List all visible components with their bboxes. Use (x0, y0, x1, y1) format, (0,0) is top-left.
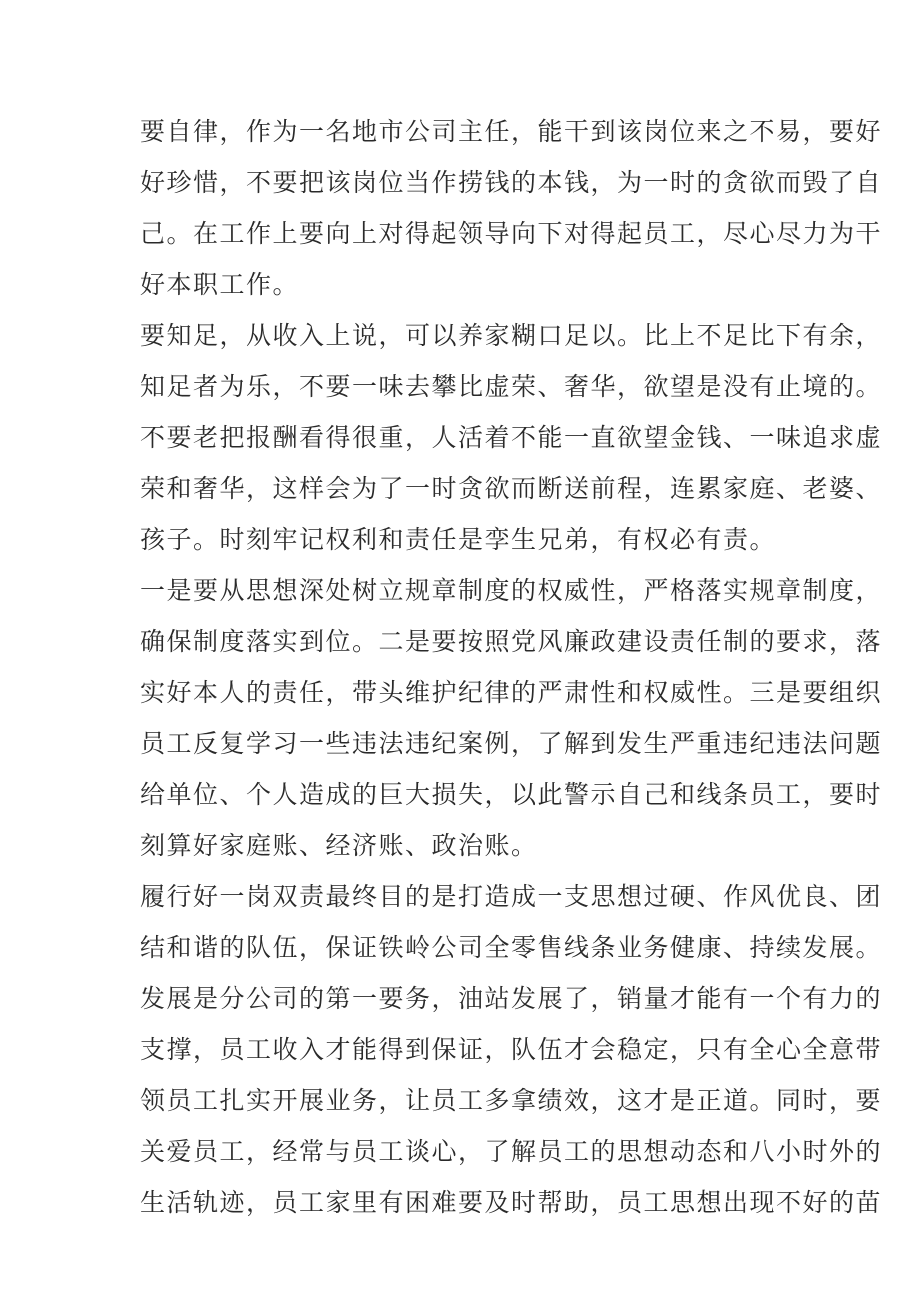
paragraph-dual-responsibility (140, 871, 883, 1228)
text-line: 荣和奢华，这样会为了一时贪欲而断送前程，连累家庭、老婆、 (140, 474, 883, 503)
text-line: 给单位、个人造成的巨大损失，以此警示自己和线条员工，要时 (140, 780, 883, 809)
text-line: 确保制度落实到位。二是要按照党风廉政建设责任制的要求，落 (140, 627, 883, 656)
text-line: 好珍惜，不要把该岗位当作捞钱的本钱，为一时的贪欲而毁了自 (140, 168, 883, 197)
text-line: 员工反复学习一些违法违纪案例，了解到发生严重违纪违法问题 (140, 729, 883, 758)
paragraph-contentment (140, 310, 883, 565)
text-line: 知足者为乐，不要一味去攀比虚荣、奢华，欲望是没有止境的。 (140, 372, 883, 401)
text-line: 领员工扎实开展业务，让员工多拿绩效，这才是正道。同时，要 (140, 1086, 883, 1115)
text-line: 己。在工作上要向上对得起领导向下对得起员工，尽心尽力为干 (140, 219, 883, 248)
text-line: 要知足，从收入上说，可以养家糊口足以。比上不足比下有余， (140, 321, 883, 350)
paragraph-rules-authority (140, 565, 883, 871)
text-line: 要自律，作为一名地市公司主任，能干到该岗位来之不易，要好 (140, 117, 883, 146)
paragraph-self-discipline (140, 106, 883, 310)
text-line: 不要老把报酬看得很重，人活着不能一直欲望金钱、一味追求虚 (140, 423, 883, 452)
text-line: 生活轨迹，员工家里有困难要及时帮助，员工思想出现不好的苗 (140, 1188, 883, 1217)
text-line: 实好本人的责任，带头维护纪律的严肃性和权威性。三是要组织 (140, 678, 883, 707)
text-line: 履行好一岗双责最终目的是打造成一支思想过硬、作风优良、团 (140, 882, 883, 911)
text-line: 支撑，员工收入才能得到保证，队伍才会稳定，只有全心全意带 (140, 1035, 883, 1064)
text-line: 孩子。时刻牢记权利和责任是孪生兄弟，有权必有责。 (140, 525, 777, 554)
text-line: 刻算好家庭账、经济账、政治账。 (140, 831, 538, 860)
text-line: 好本职工作。 (140, 270, 300, 299)
text-line: 一是要从思想深处树立规章制度的权威性，严格落实规章制度， (140, 576, 883, 605)
text-line: 关爱员工，经常与员工谈心，了解员工的思想动态和八小时外的 (140, 1137, 883, 1166)
text-line: 发展是分公司的第一要务，油站发展了，销量才能有一个有力的 (140, 984, 883, 1013)
text-line: 结和谐的队伍，保证铁岭公司全零售线条业务健康、持续发展。 (140, 933, 883, 962)
document-body (140, 106, 883, 1228)
